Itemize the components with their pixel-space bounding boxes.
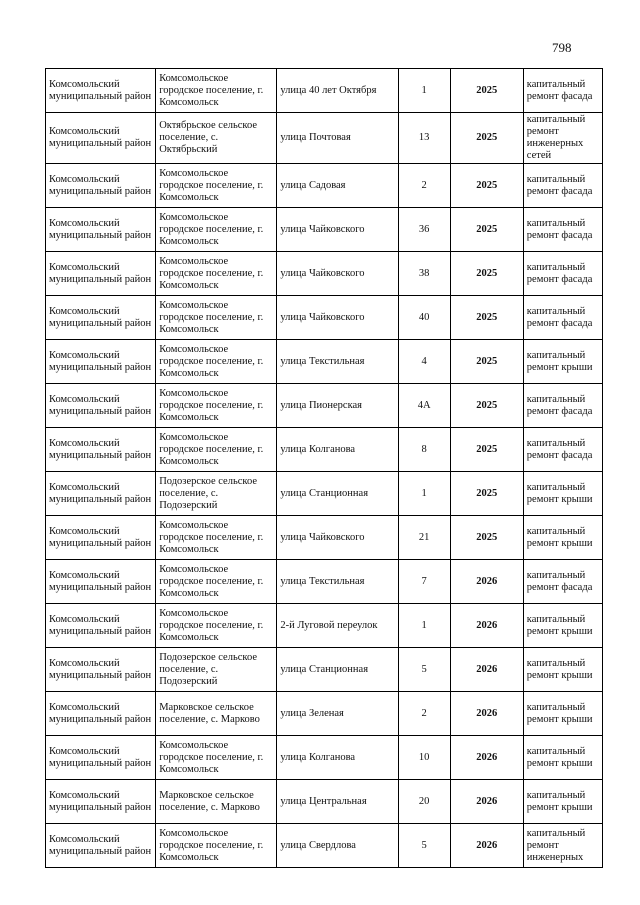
house-number-cell: 13 <box>398 113 450 164</box>
table-row <box>46 208 603 252</box>
work-type-cell: капитальный ремонт крыши <box>523 340 602 384</box>
street-cell: улица Пионерская <box>277 384 398 428</box>
settlement-cell: Комсомольское городское поселение, г. Комсомольск <box>156 340 277 384</box>
house-number-cell: 4А <box>398 384 450 428</box>
work-type-cell: капитальный ремонт фасада <box>523 296 602 340</box>
year-cell: 2025 <box>450 69 523 113</box>
street-cell: улица Колганова <box>277 428 398 472</box>
table-row <box>46 384 603 428</box>
settlement-cell: Комсомольское городское поселение, г. Комсомольск <box>156 736 277 780</box>
house-number-cell: 36 <box>398 208 450 252</box>
work-type-cell: капитальный ремонт фасада <box>523 164 602 208</box>
table-row <box>46 824 603 868</box>
house-number-cell: 20 <box>398 780 450 824</box>
year-cell: 2025 <box>450 472 523 516</box>
settlement-cell: Комсомольское городское поселение, г. Комсомольск <box>156 604 277 648</box>
district-cell: Комсомольский муниципальный район <box>46 472 156 516</box>
work-type-cell: капитальный ремонт инженерных сетей <box>523 113 602 164</box>
table-row <box>46 736 603 780</box>
table-row <box>46 113 603 164</box>
settlement-cell: Комсомольское городское поселение, г. Комсомольск <box>156 252 277 296</box>
district-cell: Комсомольский муниципальный район <box>46 736 156 780</box>
district-cell: Комсомольский муниципальный район <box>46 296 156 340</box>
work-type-cell: капитальный ремонт фасада <box>523 208 602 252</box>
table-row <box>46 780 603 824</box>
street-cell: улица Станционная <box>277 648 398 692</box>
house-number-cell: 5 <box>398 824 450 868</box>
table-row <box>46 604 603 648</box>
year-cell: 2025 <box>450 428 523 472</box>
work-type-cell: капитальный ремонт фасада <box>523 69 602 113</box>
settlement-cell: Комсомольское городское поселение, г. Комсомольск <box>156 208 277 252</box>
work-type-cell: капитальный ремонт крыши <box>523 648 602 692</box>
page-number: 798 <box>552 40 572 55</box>
street-cell: улица Текстильная <box>277 340 398 384</box>
work-type-cell: капитальный ремонт крыши <box>523 516 602 560</box>
settlement-cell: Комсомольское городское поселение, г. Комсомольск <box>156 69 277 113</box>
year-cell: 2025 <box>450 208 523 252</box>
district-cell: Комсомольский муниципальный район <box>46 604 156 648</box>
settlement-cell: Подозерское сельское поселение, с. Подозерский <box>156 472 277 516</box>
house-number-cell: 40 <box>398 296 450 340</box>
street-cell: улица Зеленая <box>277 692 398 736</box>
district-cell: Комсомольский муниципальный район <box>46 164 156 208</box>
street-cell: улица Чайковского <box>277 516 398 560</box>
house-number-cell: 1 <box>398 69 450 113</box>
house-number-cell: 2 <box>398 164 450 208</box>
work-type-cell: капитальный ремонт инженерных <box>523 824 602 868</box>
street-cell: улица Центральная <box>277 780 398 824</box>
house-number-cell: 1 <box>398 604 450 648</box>
street-cell: 2-й Луговой переулок <box>277 604 398 648</box>
year-cell: 2026 <box>450 780 523 824</box>
district-cell: Комсомольский муниципальный район <box>46 516 156 560</box>
house-number-cell: 4 <box>398 340 450 384</box>
house-number-cell: 8 <box>398 428 450 472</box>
district-cell: Комсомольский муниципальный район <box>46 384 156 428</box>
settlement-cell: Подозерское сельское поселение, с. Подозерский <box>156 648 277 692</box>
district-cell: Комсомольский муниципальный район <box>46 780 156 824</box>
table-row <box>46 69 603 113</box>
work-type-cell: капитальный ремонт фасада <box>523 560 602 604</box>
house-number-cell: 2 <box>398 692 450 736</box>
settlement-cell: Марковское сельское поселение, с. Марково <box>156 692 277 736</box>
year-cell: 2026 <box>450 648 523 692</box>
year-cell: 2025 <box>450 113 523 164</box>
year-cell: 2026 <box>450 560 523 604</box>
street-cell: улица Чайковского <box>277 208 398 252</box>
house-number-cell: 7 <box>398 560 450 604</box>
year-cell: 2026 <box>450 824 523 868</box>
settlement-cell: Комсомольское городское поселение, г. Комсомольск <box>156 824 277 868</box>
table-row <box>46 296 603 340</box>
settlement-cell: Комсомольское городское поселение, г. Комсомольск <box>156 296 277 340</box>
settlement-cell: Комсомольское городское поселение, г. Комсомольск <box>156 428 277 472</box>
district-cell: Комсомольский муниципальный район <box>46 560 156 604</box>
house-number-cell: 10 <box>398 736 450 780</box>
work-type-cell: капитальный ремонт крыши <box>523 780 602 824</box>
year-cell: 2026 <box>450 692 523 736</box>
work-type-cell: капитальный ремонт крыши <box>523 472 602 516</box>
street-cell: улица Свердлова <box>277 824 398 868</box>
table-row <box>46 692 603 736</box>
street-cell: улица Садовая <box>277 164 398 208</box>
district-cell: Комсомольский муниципальный район <box>46 340 156 384</box>
table-row <box>46 164 603 208</box>
table-row <box>46 560 603 604</box>
year-cell: 2026 <box>450 736 523 780</box>
year-cell: 2025 <box>450 384 523 428</box>
settlement-cell: Комсомольское городское поселение, г. Комсомольск <box>156 384 277 428</box>
district-cell: Комсомольский муниципальный район <box>46 69 156 113</box>
house-number-cell: 38 <box>398 252 450 296</box>
settlement-cell: Комсомольское городское поселение, г. Комсомольск <box>156 560 277 604</box>
table-row <box>46 428 603 472</box>
district-cell: Комсомольский муниципальный район <box>46 692 156 736</box>
settlement-cell: Октябрьское сельское поселение, с. Октябрьский <box>156 113 277 164</box>
table-row <box>46 340 603 384</box>
year-cell: 2025 <box>450 164 523 208</box>
street-cell: улица Чайковского <box>277 252 398 296</box>
street-cell: улица Колганова <box>277 736 398 780</box>
table-row <box>46 472 603 516</box>
house-number-cell: 21 <box>398 516 450 560</box>
street-cell: улица 40 лет Октября <box>277 69 398 113</box>
settlement-cell: Комсомольское городское поселение, г. Комсомольск <box>156 516 277 560</box>
table-row <box>46 648 603 692</box>
table-row <box>46 252 603 296</box>
street-cell: улица Почтовая <box>277 113 398 164</box>
district-cell: Комсомольский муниципальный район <box>46 208 156 252</box>
work-type-cell: капитальный ремонт крыши <box>523 692 602 736</box>
district-cell: Комсомольский муниципальный район <box>46 113 156 164</box>
table-row <box>46 516 603 560</box>
street-cell: улица Станционная <box>277 472 398 516</box>
street-cell: улица Чайковского <box>277 296 398 340</box>
year-cell: 2025 <box>450 340 523 384</box>
house-number-cell: 1 <box>398 472 450 516</box>
district-cell: Комсомольский муниципальный район <box>46 428 156 472</box>
work-type-cell: капитальный ремонт фасада <box>523 428 602 472</box>
year-cell: 2025 <box>450 252 523 296</box>
work-type-cell: капитальный ремонт фасада <box>523 252 602 296</box>
work-type-cell: капитальный ремонт фасада <box>523 384 602 428</box>
district-cell: Комсомольский муниципальный район <box>46 648 156 692</box>
street-cell: улица Текстильная <box>277 560 398 604</box>
district-cell: Комсомольский муниципальный район <box>46 252 156 296</box>
district-cell: Комсомольский муниципальный район <box>46 824 156 868</box>
settlement-cell: Комсомольское городское поселение, г. Комсомольск <box>156 164 277 208</box>
year-cell: 2025 <box>450 516 523 560</box>
settlement-cell: Марковское сельское поселение, с. Марково <box>156 780 277 824</box>
year-cell: 2025 <box>450 296 523 340</box>
repair-schedule-table <box>45 68 603 868</box>
work-type-cell: капитальный ремонт крыши <box>523 736 602 780</box>
year-cell: 2026 <box>450 604 523 648</box>
house-number-cell: 5 <box>398 648 450 692</box>
work-type-cell: капитальный ремонт крыши <box>523 604 602 648</box>
